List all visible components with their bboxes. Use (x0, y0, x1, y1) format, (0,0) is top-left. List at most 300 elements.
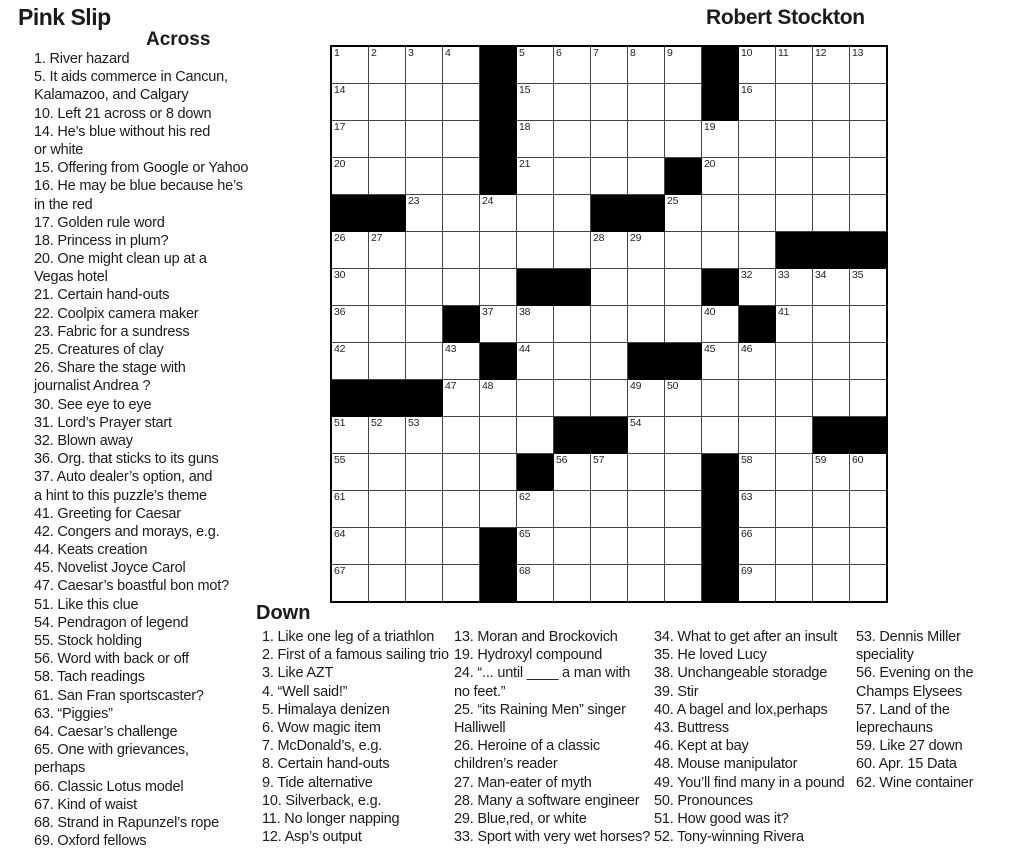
grid-row (331, 84, 887, 121)
grid-cell[interactable] (628, 491, 665, 528)
grid-cell[interactable] (554, 158, 591, 195)
down-clue-line: 2. First of a famous sailing trio (262, 647, 449, 664)
grid-cell[interactable] (517, 46, 554, 84)
grid-cell[interactable] (850, 306, 888, 343)
cell-number: 53 (408, 417, 420, 429)
grid-cell[interactable] (406, 232, 443, 269)
grid-cell-black (517, 269, 554, 306)
down-clue-line: 40. A bagel and lox,perhaps (654, 701, 828, 718)
grid-cell[interactable] (739, 84, 776, 121)
grid-cell[interactable] (628, 565, 665, 603)
grid-cell[interactable] (517, 195, 554, 232)
grid-cell[interactable] (591, 84, 628, 121)
grid-cell[interactable] (776, 158, 813, 195)
grid-cell[interactable] (776, 417, 813, 454)
grid-cell[interactable] (591, 491, 628, 528)
grid-cell[interactable] (739, 269, 776, 306)
grid-cell[interactable] (628, 121, 665, 158)
grid-cell[interactable] (369, 306, 406, 343)
grid-cell[interactable] (776, 306, 813, 343)
cell-number: 5 (519, 47, 525, 59)
grid-cell[interactable] (813, 121, 850, 158)
across-clue-line: 55. Stock holding (34, 633, 142, 649)
grid-cell[interactable] (480, 380, 517, 417)
grid-cell[interactable] (517, 343, 554, 380)
grid-cell[interactable] (331, 269, 369, 306)
grid-cell-black (702, 491, 739, 528)
grid-cell[interactable] (591, 46, 628, 84)
grid-cell[interactable] (776, 380, 813, 417)
grid-cell-black (480, 158, 517, 195)
grid-cell[interactable] (850, 158, 888, 195)
grid-cell-black (331, 195, 369, 232)
cell-number: 63 (741, 491, 753, 503)
grid-cell[interactable] (369, 269, 406, 306)
grid-cell[interactable] (554, 343, 591, 380)
grid-cell[interactable] (813, 269, 850, 306)
cell-number: 19 (704, 121, 716, 133)
down-clue-line: 7. McDonald’s, e.g. (262, 738, 383, 755)
grid-row (331, 195, 887, 232)
grid-cell[interactable] (739, 121, 776, 158)
grid-cell[interactable] (443, 417, 480, 454)
down-clue-line: 9. Tide alternative (262, 774, 373, 791)
across-clue-line: 47. Caesar’s boastful bon mot? (34, 578, 229, 595)
cell-number: 12 (815, 47, 827, 59)
grid-cell[interactable] (591, 528, 628, 565)
cell-number: 43 (445, 343, 457, 355)
grid-cell[interactable] (665, 46, 702, 84)
down-clue-line: 46. Kept at bay (654, 738, 749, 755)
across-clue-line: 58. Tach readings (34, 669, 145, 686)
down-clue-line: children’s reader (454, 756, 558, 773)
grid-cell[interactable] (813, 491, 850, 528)
grid-cell[interactable] (369, 158, 406, 195)
grid-cell[interactable] (443, 491, 480, 528)
grid-cell[interactable] (369, 491, 406, 528)
grid-cell[interactable] (331, 46, 369, 84)
grid-cell[interactable] (369, 46, 406, 84)
grid-cell[interactable] (480, 232, 517, 269)
grid-cell[interactable] (776, 84, 813, 121)
grid-cell[interactable] (813, 46, 850, 84)
grid-cell[interactable] (369, 454, 406, 491)
grid-cell-black (702, 565, 739, 603)
grid-cell[interactable] (554, 84, 591, 121)
grid-cell[interactable] (406, 46, 443, 84)
grid-cell[interactable] (776, 343, 813, 380)
across-clue-line: 41. Greeting for Caesar (34, 505, 181, 522)
grid-cell[interactable] (443, 454, 480, 491)
grid-cell[interactable] (850, 565, 888, 603)
grid-cell[interactable] (591, 269, 628, 306)
cell-number: 9 (667, 47, 673, 59)
grid-cell[interactable] (331, 528, 369, 565)
down-clue-line: 38. Unchangeable storadge (654, 665, 828, 682)
grid-cell[interactable] (776, 528, 813, 565)
grid-cell[interactable] (406, 417, 443, 454)
cell-number: 69 (741, 565, 753, 577)
grid-cell[interactable] (517, 491, 554, 528)
grid-cell-black (331, 380, 369, 417)
grid-cell[interactable] (517, 121, 554, 158)
grid-row (331, 343, 887, 380)
grid-cell[interactable] (739, 232, 776, 269)
cell-number: 61 (334, 491, 346, 503)
grid-cell[interactable] (776, 195, 813, 232)
grid-cell[interactable] (554, 528, 591, 565)
grid-cell[interactable] (702, 232, 739, 269)
cell-number: 41 (778, 306, 790, 318)
across-clue-line: 63. “Piggies” (34, 705, 113, 722)
grid-cell[interactable] (739, 565, 776, 603)
across-clue-line: 31. Lord’s Prayer start (34, 414, 172, 431)
down-clue-line: 51. How good was it? (654, 810, 789, 827)
grid-cell[interactable] (850, 195, 888, 232)
grid-cell[interactable] (517, 158, 554, 195)
across-clue-line: Kalamazoo, and Calgary (34, 87, 189, 104)
down-clue-line: 48. Mouse manipulator (654, 756, 798, 773)
grid-cell[interactable] (591, 121, 628, 158)
down-clue-line: Halliwell (454, 719, 506, 736)
grid-cell[interactable] (665, 417, 702, 454)
cell-number: 18 (519, 121, 531, 133)
grid-cell[interactable] (406, 343, 443, 380)
down-clue-line: 12. Asp’s output (262, 829, 362, 846)
down-clue-line: 5. Himalaya denizen (262, 701, 390, 718)
grid-cell[interactable] (776, 454, 813, 491)
cell-number: 58 (741, 454, 753, 466)
grid-cell-black (665, 158, 702, 195)
grid-cell[interactable] (591, 158, 628, 195)
cell-number: 13 (852, 47, 864, 59)
grid-cell[interactable] (369, 343, 406, 380)
grid-cell[interactable] (443, 380, 480, 417)
grid-cell[interactable] (739, 528, 776, 565)
grid-cell[interactable] (813, 343, 850, 380)
grid-cell[interactable] (665, 565, 702, 603)
grid-cell[interactable] (628, 380, 665, 417)
grid-cell[interactable] (480, 417, 517, 454)
down-clue-line: 49. You’ll find many in a pound (654, 774, 845, 791)
grid-cell[interactable] (776, 269, 813, 306)
grid-cell[interactable] (369, 232, 406, 269)
grid-cell[interactable] (776, 46, 813, 84)
grid-cell[interactable] (517, 380, 554, 417)
grid-cell[interactable] (406, 158, 443, 195)
grid-cell[interactable] (591, 306, 628, 343)
grid-cell[interactable] (739, 195, 776, 232)
grid-cell[interactable] (554, 565, 591, 603)
grid-cell[interactable] (517, 528, 554, 565)
grid-cell[interactable] (406, 491, 443, 528)
grid-cell[interactable] (443, 528, 480, 565)
grid-cell[interactable] (702, 195, 739, 232)
grid-cell[interactable] (591, 343, 628, 380)
grid-cell[interactable] (665, 232, 702, 269)
down-clue-line: 6. Wow magic item (262, 719, 381, 736)
grid-cell-black (702, 528, 739, 565)
grid-cell[interactable] (331, 84, 369, 121)
grid-cell[interactable] (331, 158, 369, 195)
grid-cell[interactable] (739, 46, 776, 84)
grid-cell-black (739, 306, 776, 343)
grid-cell[interactable] (739, 343, 776, 380)
down-clue-line: 53. Dennis Miller (856, 629, 961, 645)
grid-cell[interactable] (480, 306, 517, 343)
down-clue-line: 57. Land of the (856, 701, 950, 718)
grid-cell-black (776, 232, 813, 269)
grid-cell-black (554, 269, 591, 306)
grid-cell[interactable] (813, 454, 850, 491)
grid-cell[interactable] (331, 343, 369, 380)
grid-cell-black (406, 380, 443, 417)
grid-cell[interactable] (739, 454, 776, 491)
down-clue-line: 1. Like one leg of a triathlon (262, 629, 435, 645)
down-column-1 (262, 628, 449, 846)
grid-cell-black (702, 454, 739, 491)
grid-cell[interactable] (406, 269, 443, 306)
down-clue-line: 3. Like AZT (262, 665, 334, 682)
grid-row (331, 380, 887, 417)
across-clue-line: 16. He may be blue because he’s (34, 178, 243, 195)
grid-cell[interactable] (813, 528, 850, 565)
across-clue-line: 42. Congers and morays, e.g. (34, 523, 220, 540)
down-clue-line: 13. Moran and Brockovich (454, 629, 618, 645)
grid-cell[interactable] (480, 195, 517, 232)
grid-cell[interactable] (331, 121, 369, 158)
across-clue-line: 67. Kind of waist (34, 796, 137, 813)
grid-cell[interactable] (591, 565, 628, 603)
grid-cell[interactable] (813, 158, 850, 195)
grid-cell[interactable] (665, 121, 702, 158)
grid-cell[interactable] (591, 232, 628, 269)
cell-number: 27 (371, 232, 383, 244)
down-clue-line: Champs Elysees (856, 683, 962, 700)
grid-cell[interactable] (850, 84, 888, 121)
grid-cell-black (702, 84, 739, 121)
grid-cell[interactable] (369, 417, 406, 454)
grid-cell[interactable] (591, 380, 628, 417)
grid-cell[interactable] (702, 306, 739, 343)
grid-cell[interactable] (665, 528, 702, 565)
grid-cell[interactable] (331, 417, 369, 454)
grid-cell[interactable] (628, 269, 665, 306)
grid-cell[interactable] (850, 269, 888, 306)
grid-cell[interactable] (369, 121, 406, 158)
grid-row (331, 269, 887, 306)
cell-number: 30 (334, 269, 346, 281)
grid-cell[interactable] (331, 306, 369, 343)
grid-cell[interactable] (406, 528, 443, 565)
grid-row (331, 491, 887, 528)
down-clue-line: 35. He loved Lucy (654, 647, 767, 664)
grid-cell[interactable] (517, 417, 554, 454)
grid-cell[interactable] (850, 528, 888, 565)
grid-cell[interactable] (406, 195, 443, 232)
grid-cell[interactable] (443, 46, 480, 84)
grid-cell[interactable] (850, 343, 888, 380)
cell-number: 29 (630, 232, 642, 244)
grid-cell[interactable] (850, 46, 888, 84)
cell-number: 55 (334, 454, 346, 466)
grid-cell[interactable] (406, 565, 443, 603)
grid-cell[interactable] (554, 121, 591, 158)
down-clue-line: 28. Many a software engineer (454, 792, 640, 809)
grid-row (331, 565, 887, 603)
grid-cell[interactable] (702, 343, 739, 380)
across-clue-line: 20. One might clean up at a (34, 251, 207, 268)
grid-cell[interactable] (739, 380, 776, 417)
grid-cell[interactable] (554, 380, 591, 417)
cell-number: 51 (334, 417, 346, 429)
grid-cell-black (628, 195, 665, 232)
grid-cell[interactable] (850, 380, 888, 417)
down-clue-line: 11. No longer napping (262, 810, 400, 827)
grid-cell[interactable] (776, 121, 813, 158)
grid-cell[interactable] (443, 343, 480, 380)
grid-cell[interactable] (443, 269, 480, 306)
down-clue-line: 59. Like 27 down (856, 738, 963, 755)
grid-cell[interactable] (443, 84, 480, 121)
grid-cell[interactable] (443, 195, 480, 232)
grid-cell[interactable] (628, 454, 665, 491)
grid-cell[interactable] (665, 491, 702, 528)
grid-cell[interactable] (369, 565, 406, 603)
crossword-grid (330, 45, 888, 603)
grid-cell[interactable] (517, 84, 554, 121)
grid-cell[interactable] (517, 565, 554, 603)
grid-cell[interactable] (480, 491, 517, 528)
grid-cell[interactable] (628, 417, 665, 454)
across-clue-line: 44. Keats creation (34, 542, 148, 559)
grid-cell[interactable] (813, 380, 850, 417)
grid-cell[interactable] (628, 46, 665, 84)
grid-cell[interactable] (443, 232, 480, 269)
grid-cell[interactable] (406, 454, 443, 491)
grid-cell[interactable] (480, 269, 517, 306)
down-column-2 (454, 628, 650, 846)
across-clue-line: 68. Strand in Rapunzel’s rope (34, 814, 219, 831)
grid-cell[interactable] (369, 84, 406, 121)
grid-cell[interactable] (850, 454, 888, 491)
across-clue-line: perhaps (34, 760, 85, 777)
author-name: Robert Stockton (706, 6, 865, 29)
grid-cell[interactable] (369, 528, 406, 565)
down-clue-line: 33. Sport with very wet horses? (454, 829, 651, 846)
across-clue-line: 56. Word with back or off (34, 651, 189, 668)
cell-number: 60 (852, 454, 864, 466)
grid-cell[interactable] (739, 417, 776, 454)
cell-number: 47 (445, 380, 457, 392)
grid-cell[interactable] (665, 269, 702, 306)
grid-cell[interactable] (517, 232, 554, 269)
grid-cell[interactable] (665, 454, 702, 491)
down-clue-line: 27. Man-eater of myth (454, 774, 592, 791)
grid-cell[interactable] (443, 158, 480, 195)
across-clue-line: 45. Novelist Joyce Carol (34, 560, 186, 577)
grid-cell[interactable] (776, 565, 813, 603)
cell-number: 59 (815, 454, 827, 466)
across-clue-line: Vegas hotel (34, 269, 108, 286)
grid-cell[interactable] (665, 380, 702, 417)
grid-cell[interactable] (702, 380, 739, 417)
cell-number: 7 (593, 47, 599, 59)
grid-cell[interactable] (591, 454, 628, 491)
grid-cell[interactable] (665, 195, 702, 232)
grid-cell[interactable] (554, 491, 591, 528)
down-clue-line: 8. Certain hand-outs (262, 756, 390, 773)
down-column-4 (856, 628, 973, 792)
down-clue-line: 50. Pronounces (654, 792, 753, 809)
grid-cell[interactable] (628, 306, 665, 343)
grid-cell[interactable] (331, 454, 369, 491)
grid-cell[interactable] (628, 528, 665, 565)
grid-cell[interactable] (628, 158, 665, 195)
grid-cell[interactable] (443, 565, 480, 603)
across-clue-line: 36. Org. that sticks to its guns (34, 451, 219, 468)
grid-cell[interactable] (554, 232, 591, 269)
grid-cell[interactable] (628, 232, 665, 269)
grid-cell[interactable] (554, 454, 591, 491)
grid-cell[interactable] (813, 306, 850, 343)
cell-number: 56 (556, 454, 568, 466)
grid-cell-black (813, 232, 850, 269)
across-clue-line: or white (34, 141, 84, 158)
grid-cell[interactable] (739, 491, 776, 528)
grid-cell-black (443, 306, 480, 343)
grid-cell[interactable] (406, 121, 443, 158)
grid-cell[interactable] (665, 84, 702, 121)
grid-cell[interactable] (331, 491, 369, 528)
grid-cell[interactable] (517, 306, 554, 343)
grid-cell[interactable] (665, 306, 702, 343)
grid-cell[interactable] (850, 121, 888, 158)
grid-cell[interactable] (702, 158, 739, 195)
cell-number: 25 (667, 195, 679, 207)
grid-cell[interactable] (331, 232, 369, 269)
grid-cell[interactable] (702, 417, 739, 454)
grid-cell[interactable] (702, 121, 739, 158)
down-clue-line: 24. “... until ____ a man with (454, 665, 631, 682)
grid-cell[interactable] (443, 121, 480, 158)
grid-cell[interactable] (406, 84, 443, 121)
grid-cell[interactable] (554, 46, 591, 84)
grid-cell[interactable] (739, 158, 776, 195)
down-clue-line: 39. Stir (654, 683, 699, 700)
grid-cell-black (480, 528, 517, 565)
grid-cell[interactable] (850, 491, 888, 528)
grid-cell[interactable] (628, 84, 665, 121)
grid-cell[interactable] (776, 491, 813, 528)
grid-cell[interactable] (813, 84, 850, 121)
grid-row (331, 46, 887, 84)
cell-number: 2 (371, 47, 377, 59)
cell-number: 44 (519, 343, 531, 355)
across-clue-line: 61. San Fran sportscaster? (34, 687, 204, 704)
grid-cell[interactable] (406, 306, 443, 343)
cell-number: 64 (334, 528, 346, 540)
across-clue-line: in the red (34, 196, 93, 213)
across-clue-line: journalist Andrea ? (34, 378, 151, 395)
grid-cell[interactable] (813, 565, 850, 603)
grid-cell[interactable] (331, 565, 369, 603)
grid-cell[interactable] (554, 306, 591, 343)
grid-cell[interactable] (480, 454, 517, 491)
grid-cell-black (480, 46, 517, 84)
grid-cell[interactable] (554, 195, 591, 232)
grid-cell[interactable] (813, 195, 850, 232)
